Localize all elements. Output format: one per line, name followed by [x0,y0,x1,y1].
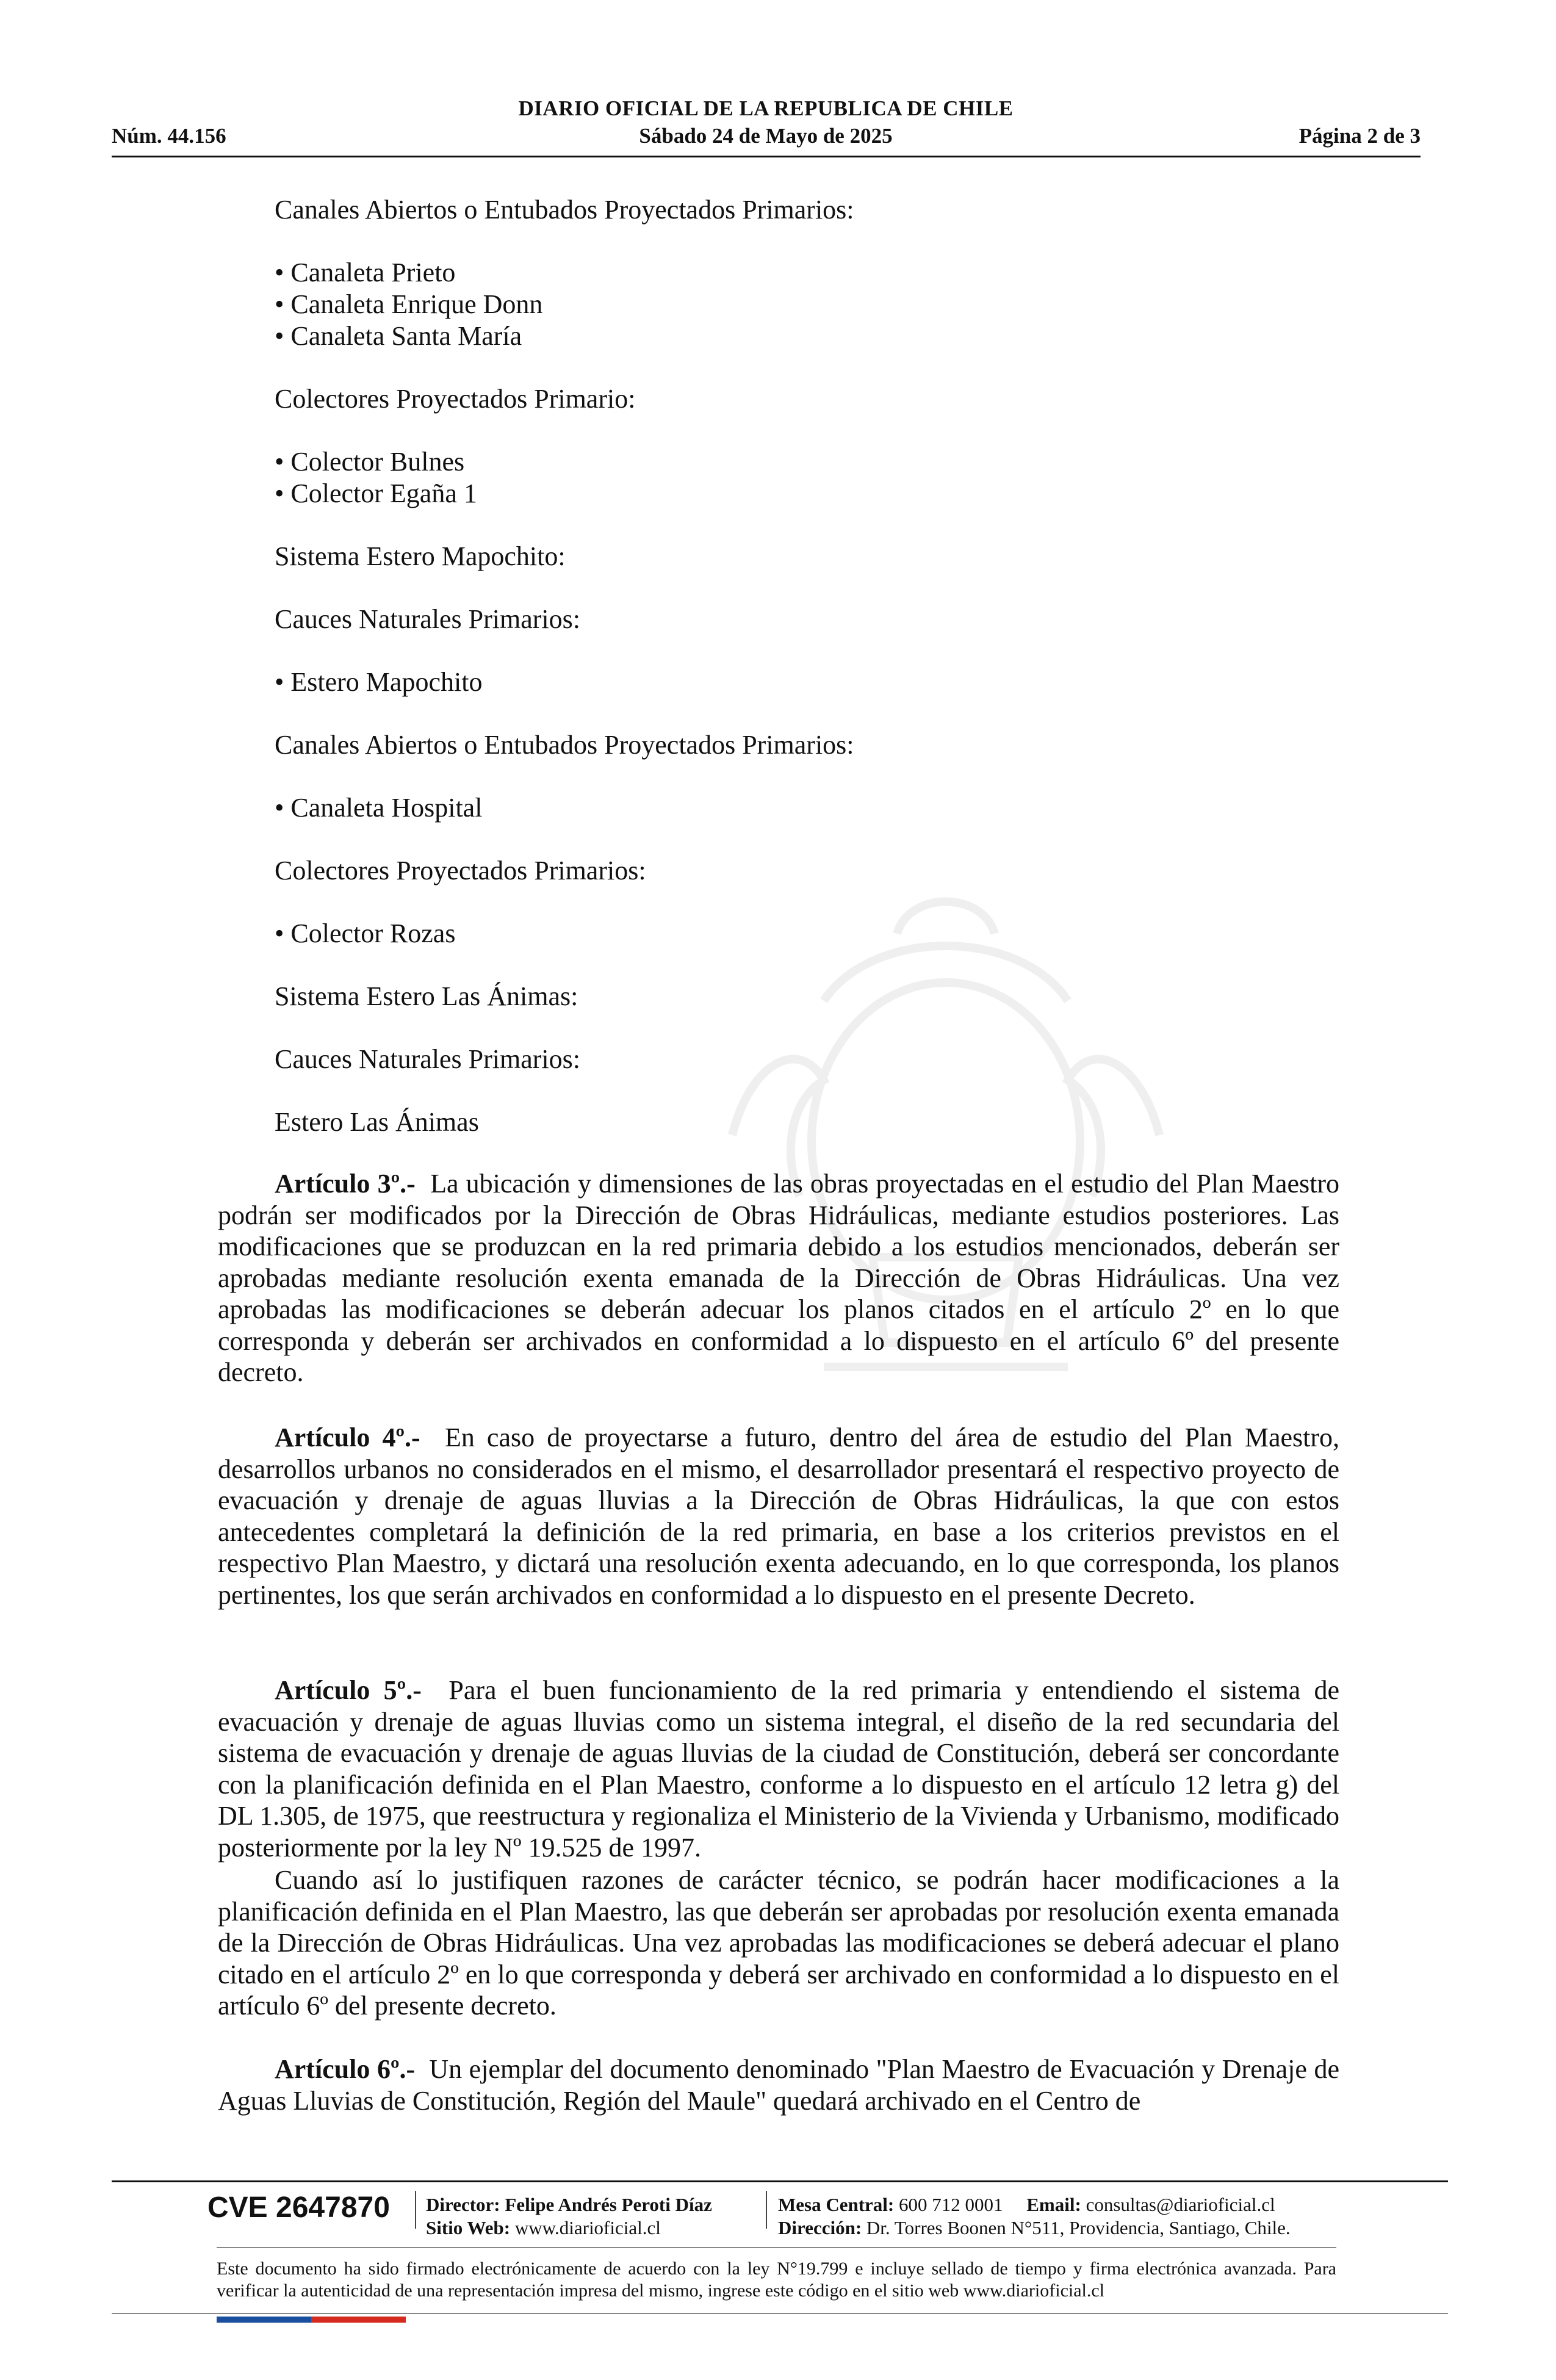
list-heading: Cauces Naturales Primarios: [275,604,580,634]
article-3-heading: Artículo 3º.- [275,1169,416,1199]
address-line [778,2216,1291,2240]
director-label: Director: [426,2194,500,2215]
contact-line [778,2193,1275,2216]
newspaper-title: DIARIO OFICIAL DE LA REPUBLICA DE CHILE [518,96,1014,120]
website-link[interactable]: www.diarioficial.cl [514,2217,661,2238]
director-name: Felipe Andrés Peroti Díaz [505,2194,712,2215]
email-label: Email: [1026,2194,1081,2215]
flag-stripe-red [311,2317,406,2323]
list-heading: Colectores Proyectados Primarios: [275,856,646,885]
footer-divider [217,2247,1336,2248]
list-heading: Canales Abiertos o Entubados Proyectados Primarios: [275,730,854,760]
footer-divider [112,2180,1448,2182]
article-5-heading: Artículo 5º.- [275,1675,422,1705]
article-6 [218,2054,1339,2116]
list-item: • Canaleta Enrique Donn [275,289,543,319]
list-heading: Canales Abiertos o Entubados Proyectados Primarios: [275,195,854,225]
article-3-text: La ubicación y dimensiones de las obras proyectadas en el estudio del Plan Maestro podrán ser modificados por la Dirección de Obras Hidráulicas, mediante estudios posteriores. Las modificaciones que se produzcan en la red primaria debido a los estudios mencionados, deberán ser aprobadas mediante resolución exenta emanada de la Dirección de Obras Hidráulicas. Una vez aprobadas las modificaciones se deberán adecuar los planos citados en el artículo 2º en lo que corresponda y deberán ser archivados en conformidad a lo dispuesto en el artículo 6º del presente decreto. [218,1169,1339,1387]
flag-stripe-blue [217,2317,311,2323]
issue-date: Sábado 24 de Mayo de 2025 [639,124,893,148]
issue-number: Núm. 44.156 [112,124,226,148]
address-label: Dirección: [778,2217,862,2238]
list-item: • Colector Rozas [275,918,456,948]
director-line [426,2193,712,2216]
website-line [426,2216,661,2240]
list-item: • Canaleta Santa María [275,321,522,351]
article-5-text: Para el buen funcionamiento de la red primaria y entendiendo el sistema de evacuación y drenaje de aguas lluvias como un sistema integral, el diseño de la red secundaria del sistema de evacuación y drenaje de aguas lluvias de la ciudad de Constitución, deberá ser concordante con la planificación definida en el Plan Maestro, conforme a lo dispuesto en el artículo 12 letra g) del DL 1.305, de 1975, que reestructura y regionaliza el Ministerio de la Vivienda y Urbanismo, modificado posteriormente por la ley Nº 19.525 de 1997. [218,1675,1340,1863]
list-heading: Colectores Proyectados Primario: [275,384,636,414]
list-heading: Sistema Estero Mapochito: [275,541,566,571]
article-4-text: En caso de proyectarse a futuro, dentro del área de estudio del Plan Maestro, desarrollos urbanos no considerados en el mismo, el desarrollador presentará el respectivo proyecto de evacuación y drenaje de aguas lluvias a la Dirección de Obras Hidráulicas, la que con estos antecedentes completará la definición de la red primaria, en base a los criterios previstos en el respectivo Plan Maestro, y dictará una resolución exenta adecuando, en lo que corresponda, los planos pertinentes, los que serán archivados en conformidad a lo dispuesto en el presente Decreto. [218,1423,1340,1610]
header-divider [112,156,1421,157]
list-item: Estero Las Ánimas [275,1107,479,1137]
list-item: • Colector Egaña 1 [275,478,477,508]
article-3 [218,1168,1339,1388]
address-text: Dr. Torres Boonen N°511, Providencia, Santiago, Chile. [866,2217,1291,2238]
article-6-heading: Artículo 6º.- [275,2054,416,2084]
list-heading: Cauces Naturales Primarios: [275,1044,580,1074]
article-5-paragraph-2: Cuando así lo justifiquen razones de carácter técnico, se podrán hacer modificaciones a la planificación definida en el Plan Maestro, las que deberán ser aprobadas por resolución exenta emanada de la Dirección de Obras Hidráulicas. Una vez aprobadas las modificaciones se deberá adecuar el plano citado en el artículo 2º en lo que corresponda y deberá ser archivado en conformidad a lo dispuesto en el artículo 6º del presente decreto. [218,1865,1339,2021]
signature-note: Este documento ha sido firmado electrónicamente de acuerdo con la ley N°19.799 e incluye sellado de tiempo y firma electrónica avanzada. Para verificar la autenticidad de una representación impresa del mismo, ingrese este código en el sitio web www.diarioficial.cl [217,2259,1336,2301]
footer-divider [112,2313,1448,2314]
mesa-label: Mesa Central: [778,2194,895,2215]
list-heading: Sistema Estero Las Ánimas: [275,981,578,1011]
article-6-text: Un ejemplar del documento denominado "Plan Maestro de Evacuación y Drenaje de Aguas Lluvias de Constitución, Región del Maule" quedará archivado en el Centro de [218,2054,1340,2116]
list-item: • Colector Bulnes [275,447,465,477]
list-item: • Canaleta Prieto [275,258,456,287]
footer-separator [415,2191,416,2229]
page-number: Página 2 de 3 [1298,124,1421,148]
list-item: • Estero Mapochito [275,667,483,697]
list-item: • Canaleta Hospital [275,793,483,823]
article-4-heading: Artículo 4º.- [275,1423,420,1452]
cve-code: CVE 2647870 [207,2191,390,2224]
article-5 [218,1675,1339,1863]
footer-separator [766,2191,767,2229]
article-4 [218,1422,1339,1610]
mesa-phone: 600 712 0001 [899,2194,1003,2215]
email-link[interactable]: consultas@diarioficial.cl [1086,2194,1275,2215]
website-label: Sitio Web: [426,2217,511,2238]
